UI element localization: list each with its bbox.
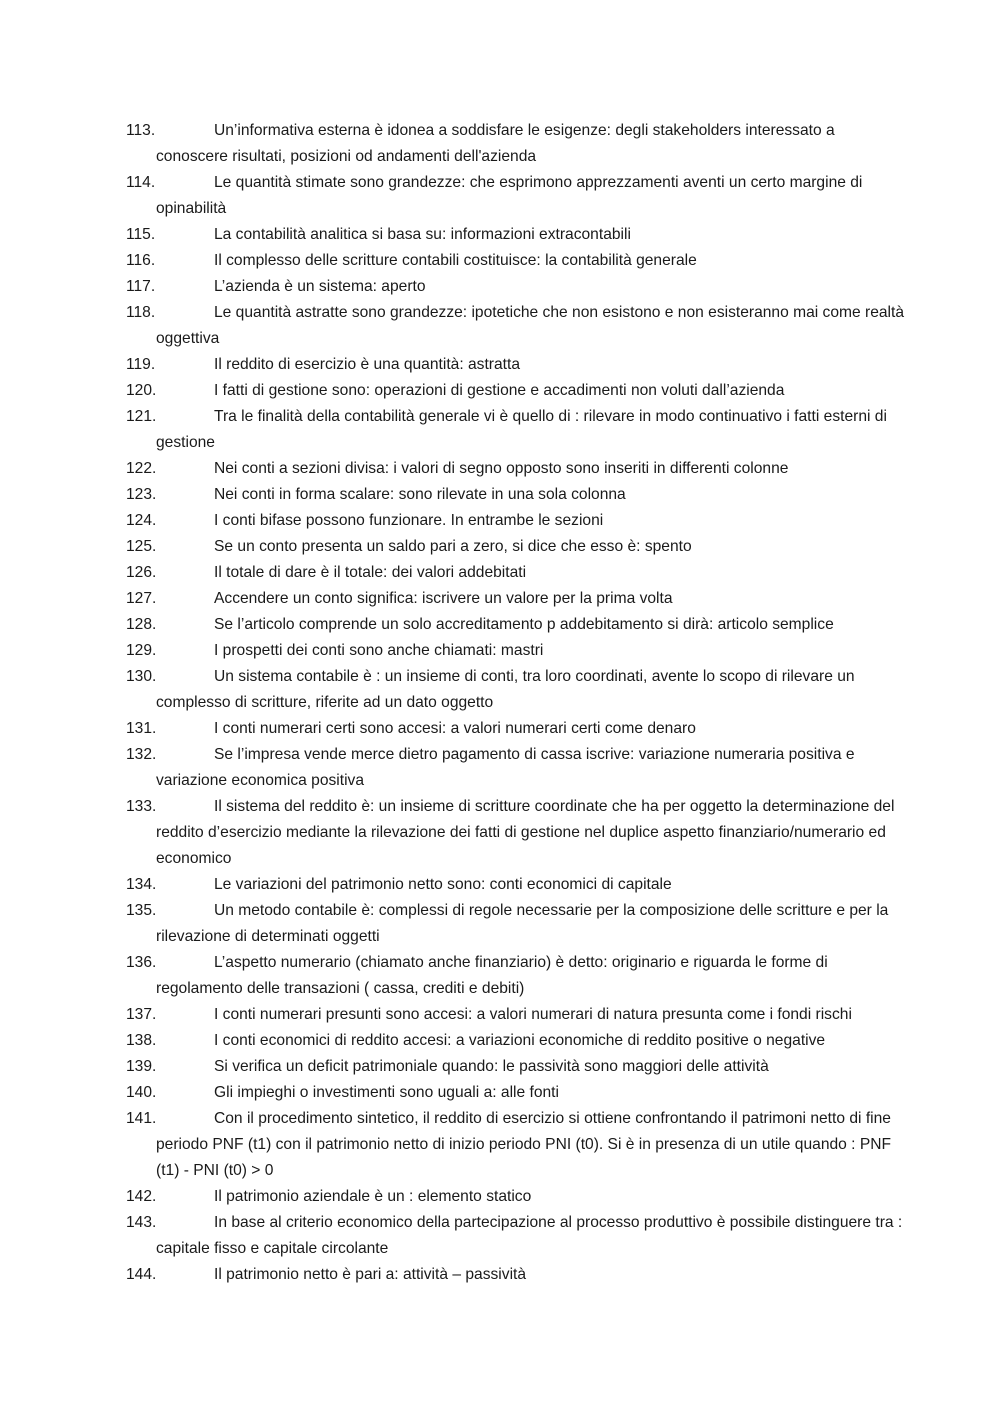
item-text: Un metodo contabile è: complessi di regole necessarie per la composizione delle scritture e per la rilevazione di determinati oggetti	[156, 902, 889, 945]
list-item	[126, 560, 906, 586]
list-item	[126, 456, 906, 482]
list-item	[126, 1080, 906, 1106]
item-text: Nei conti in forma scalare: sono rilevate in una sola colonna	[214, 486, 626, 503]
item-text: Il totale di dare è il totale: dei valori addebitati	[214, 564, 527, 581]
item-text: I prospetti dei conti sono anche chiamati: mastri	[214, 642, 544, 659]
item-text: Il sistema del reddito è: un insieme di scritture coordinate che ha per oggetto la determinazione del reddito d’esercizio mediante la rilevazione dei fatti di gestione nel duplice aspetto finanziario/numerario ed economico	[156, 798, 895, 867]
item-text: I conti economici di reddito accesi: a variazioni economiche di reddito positive o negative	[214, 1032, 826, 1049]
list-item	[126, 716, 906, 742]
item-number: 120.	[126, 382, 157, 399]
list-item	[126, 612, 906, 638]
item-text: Accendere un conto significa: iscrivere un valore per la prima volta	[214, 590, 673, 607]
list-item	[126, 482, 906, 508]
item-text: Le quantità astratte sono grandezze: ipotetiche che non esistono e non esisteranno mai come realtà oggettiva	[156, 304, 905, 347]
item-number: 118.	[126, 304, 156, 321]
list-item	[126, 586, 906, 612]
item-text: I conti numerari certi sono accesi: a valori numerari certi come denaro	[214, 720, 696, 737]
item-text: Il patrimonio aziendale è un : elemento statico	[214, 1188, 532, 1205]
list-item	[126, 1262, 906, 1288]
item-text: I fatti di gestione sono: operazioni di gestione e accadimenti non voluti dall’azienda	[214, 382, 785, 399]
list-item	[126, 872, 906, 898]
item-number: 114.	[126, 174, 156, 191]
list-item	[126, 274, 906, 300]
list-item	[126, 352, 906, 378]
item-text: Il complesso delle scritture contabili costituisce: la contabilità generale	[214, 252, 697, 269]
item-number: 128.	[126, 616, 157, 633]
item-text: Se l’impresa vende merce dietro pagamento di cassa iscrive: variazione numeraria positiva e variazione economica positiva	[156, 746, 855, 789]
list-item	[126, 118, 906, 170]
list-item	[126, 950, 906, 1002]
item-number: 140.	[126, 1084, 157, 1101]
list-item	[126, 638, 906, 664]
item-text: Con il procedimento sintetico, il reddito di esercizio si ottiene confrontando il patrimoni netto di fine periodo PNF (t1) con il patrimonio netto di inizio periodo PNI (t0). Si è in presenza di un utile quando : PNF (t1) - PNI (t0) > 0	[156, 1110, 892, 1179]
list-item	[126, 742, 906, 794]
list-item	[126, 1002, 906, 1028]
item-text: L’azienda è un sistema: aperto	[214, 278, 426, 295]
item-text: L’aspetto numerario (chiamato anche finanziario) è detto: originario e riguarda le forme di regolamento delle transazioni ( cassa, crediti e debiti)	[156, 954, 828, 997]
item-text: Le variazioni del patrimonio netto sono: conti economici di capitale	[214, 876, 672, 893]
item-text: Un sistema contabile è : un insieme di conti, tra loro coordinati, avente lo scopo di rilevare un complesso di scritture, riferite ad un dato oggetto	[156, 668, 855, 711]
item-text: Se un conto presenta un saldo pari a zero, si dice che esso è: spento	[214, 538, 692, 555]
item-number: 143.	[126, 1214, 157, 1231]
list-item	[126, 378, 906, 404]
item-number: 137.	[126, 1006, 157, 1023]
list-item	[126, 1106, 906, 1184]
list-item	[126, 222, 906, 248]
list-item	[126, 534, 906, 560]
item-number: 133.	[126, 798, 157, 815]
item-number: 139.	[126, 1058, 157, 1075]
list-item	[126, 508, 906, 534]
item-number: 125.	[126, 538, 157, 555]
list-item	[126, 248, 906, 274]
item-number: 130.	[126, 668, 157, 685]
item-number: 119.	[126, 356, 156, 373]
item-text: Si verifica un deficit patrimoniale quando: le passività sono maggiori delle attività	[214, 1058, 769, 1075]
item-text: Gli impieghi o investimenti sono uguali a: alle fonti	[214, 1084, 559, 1101]
list-item	[126, 664, 906, 716]
list-item	[126, 404, 906, 456]
list-item	[126, 170, 906, 222]
item-number: 113.	[126, 122, 156, 139]
item-number: 136.	[126, 954, 157, 971]
list-item	[126, 1028, 906, 1054]
item-text: Un’informativa esterna è idonea a soddisfare le esigenze: degli stakeholders interessato a conoscere risultati, posizioni od andamenti dell'azienda	[156, 122, 835, 165]
item-number: 124.	[126, 512, 157, 529]
list-item	[126, 898, 906, 950]
item-text: I conti numerari presunti sono accesi: a valori numerari di natura presunta come i fondi rischi	[214, 1006, 852, 1023]
list-item	[126, 300, 906, 352]
item-text: In base al criterio economico della partecipazione al processo produttivo è possibile distinguere tra : capitale fisso e capitale circolante	[156, 1214, 903, 1257]
list-item	[126, 1184, 906, 1210]
item-number: 135.	[126, 902, 157, 919]
item-text: Le quantità stimate sono grandezze: che esprimono apprezzamenti aventi un certo margine di opinabilità	[156, 174, 863, 217]
item-number: 127.	[126, 590, 157, 607]
item-number: 115.	[126, 226, 156, 243]
item-number: 141.	[126, 1110, 157, 1127]
item-number: 144.	[126, 1266, 157, 1283]
item-number: 122.	[126, 460, 157, 477]
qa-list	[126, 118, 906, 1288]
list-item	[126, 794, 906, 872]
item-text: Se l’articolo comprende un solo accreditamento p addebitamento si dirà: articolo semplice	[214, 616, 834, 633]
item-text: La contabilità analitica si basa su: informazioni extracontabili	[214, 226, 631, 243]
item-number: 129.	[126, 642, 157, 659]
item-number: 123.	[126, 486, 157, 503]
item-number: 134.	[126, 876, 157, 893]
item-text: I conti bifase possono funzionare. In entrambe le sezioni	[214, 512, 604, 529]
item-text: Tra le finalità della contabilità generale vi è quello di : rilevare in modo continuativo i fatti esterni di gestione	[156, 408, 887, 451]
item-number: 116.	[126, 252, 156, 269]
item-number: 142.	[126, 1188, 157, 1205]
item-number: 126.	[126, 564, 157, 581]
item-text: Il patrimonio netto è pari a: attività – passività	[214, 1266, 527, 1283]
list-item	[126, 1210, 906, 1262]
item-text: Nei conti a sezioni divisa: i valori di segno opposto sono inseriti in differenti colonne	[214, 460, 789, 477]
item-number: 117.	[126, 278, 156, 295]
item-number: 131.	[126, 720, 157, 737]
list-item	[126, 1054, 906, 1080]
item-number: 132.	[126, 746, 157, 763]
item-text: Il reddito di esercizio è una quantità: astratta	[214, 356, 520, 373]
item-number: 121.	[126, 408, 157, 425]
item-number: 138.	[126, 1032, 157, 1049]
